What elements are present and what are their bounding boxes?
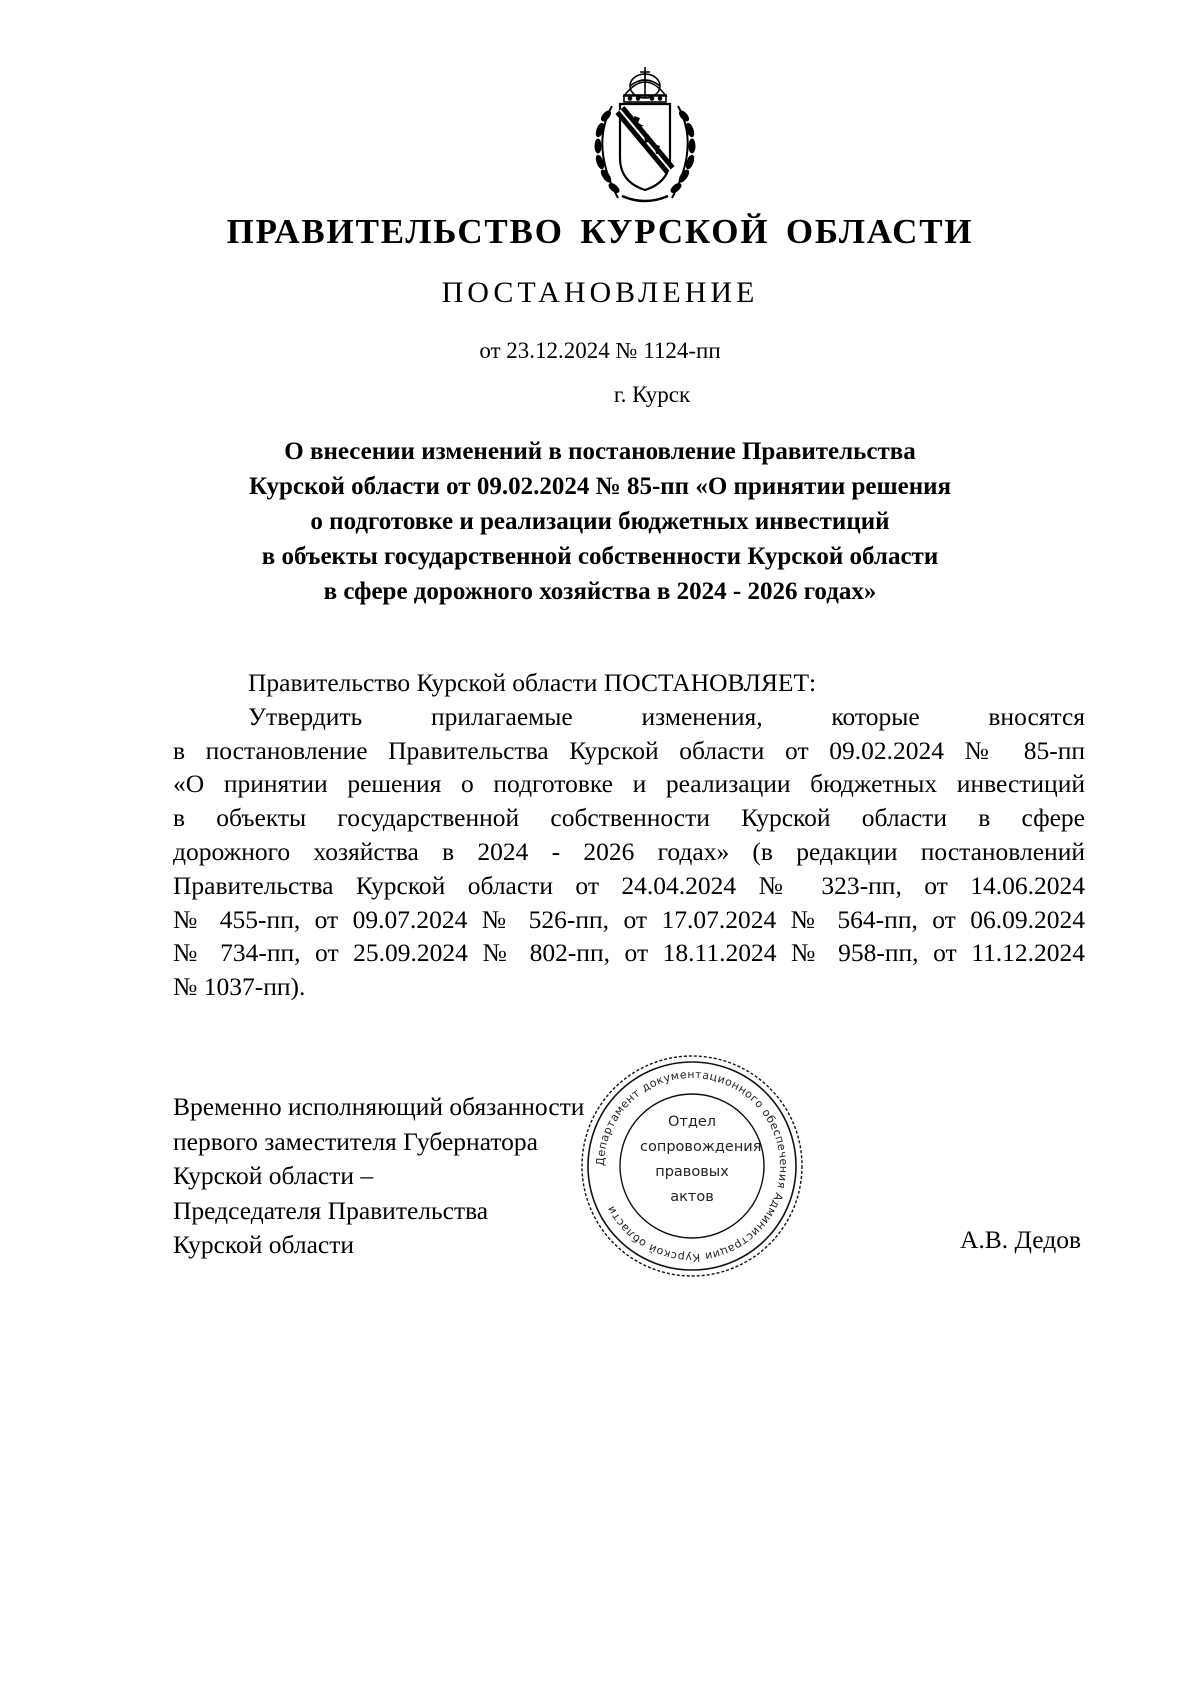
- stamp-center-line: Отдел: [667, 1114, 717, 1130]
- document-body: [173, 666, 1085, 1004]
- coat-of-arms-icon: [572, 66, 718, 206]
- body-line: в объекты государственной собственности Курской области в сфере: [173, 803, 1085, 833]
- signer-position-line: Курской области: [173, 1230, 355, 1259]
- document-subject: [0, 434, 1200, 609]
- government-title: ПРАВИТЕЛЬСТВО КУРСКОЙ ОБЛАСТИ: [226, 212, 974, 251]
- document-number: от 23.12.2024 № 1124-пп: [479, 338, 721, 363]
- body-line: «О принятии решения о подготовке и реализации бюджетных инвестиций: [173, 769, 1085, 799]
- document-city: г. Курск: [613, 382, 691, 407]
- signer-position: [173, 1090, 584, 1263]
- signer-name: А.В. Дедов: [960, 1225, 1082, 1254]
- body-line: Правительства Курской области от 24.04.2024 № 323-пп, от 14.06.2024: [173, 870, 1085, 900]
- stamp-ring-text: Департамент документационного обеспечения Администрации Курской области: [593, 1067, 791, 1265]
- body-preamble: Правительство Курской области ПОСТАНОВЛЯЕТ:: [248, 668, 817, 697]
- subject-line: в объекты государственной собственности Курской области: [261, 543, 939, 570]
- stamp-center-line: актов: [670, 1189, 714, 1205]
- body-line: Утвердить прилагаемые изменения, которые вносятся: [248, 701, 1085, 731]
- signer-position-line: Временно исполняющий обязанности: [173, 1092, 585, 1121]
- body-line: № 734-пп, от 25.09.2024 № 802-пп, от 18.11.2024 № 958-пп, от 11.12.2024: [173, 938, 1085, 968]
- stamp-center-line: сопровождения: [640, 1139, 762, 1155]
- subject-line: Курской области от 09.02.2024 № 85-пп «О принятии решения: [248, 473, 952, 500]
- signer-position-line: Курской области –: [173, 1161, 374, 1190]
- document-type: ПОСТАНОВЛЕНИЕ: [441, 276, 759, 309]
- body-line: в постановление Правительства Курской области от 09.02.2024 № 85-пп: [173, 735, 1085, 765]
- signer-position-line: Председателя Правительства: [173, 1195, 489, 1225]
- stamp-center-line: правовых: [655, 1164, 729, 1180]
- subject-line: о подготовке и реализации бюджетных инвестиций: [310, 508, 890, 535]
- body-line: № 455-пп, от 09.07.2024 № 526-пп, от 17.07.2024 № 564-пп, от 06.09.2024: [173, 904, 1085, 934]
- body-line: № 1037-пп).: [173, 972, 306, 1002]
- stamp-center-text: [640, 1110, 762, 1210]
- subject-line: О внесении изменений в постановление Правительства: [284, 438, 916, 465]
- body-line: дорожного хозяйства в 2024 - 2026 годах» (в редакции постановлений: [173, 836, 1085, 866]
- signer-position-line: первого заместителя Губернатора: [173, 1126, 538, 1156]
- subject-line: в сфере дорожного хозяйства в 2024 - 2026 годах»: [323, 578, 877, 605]
